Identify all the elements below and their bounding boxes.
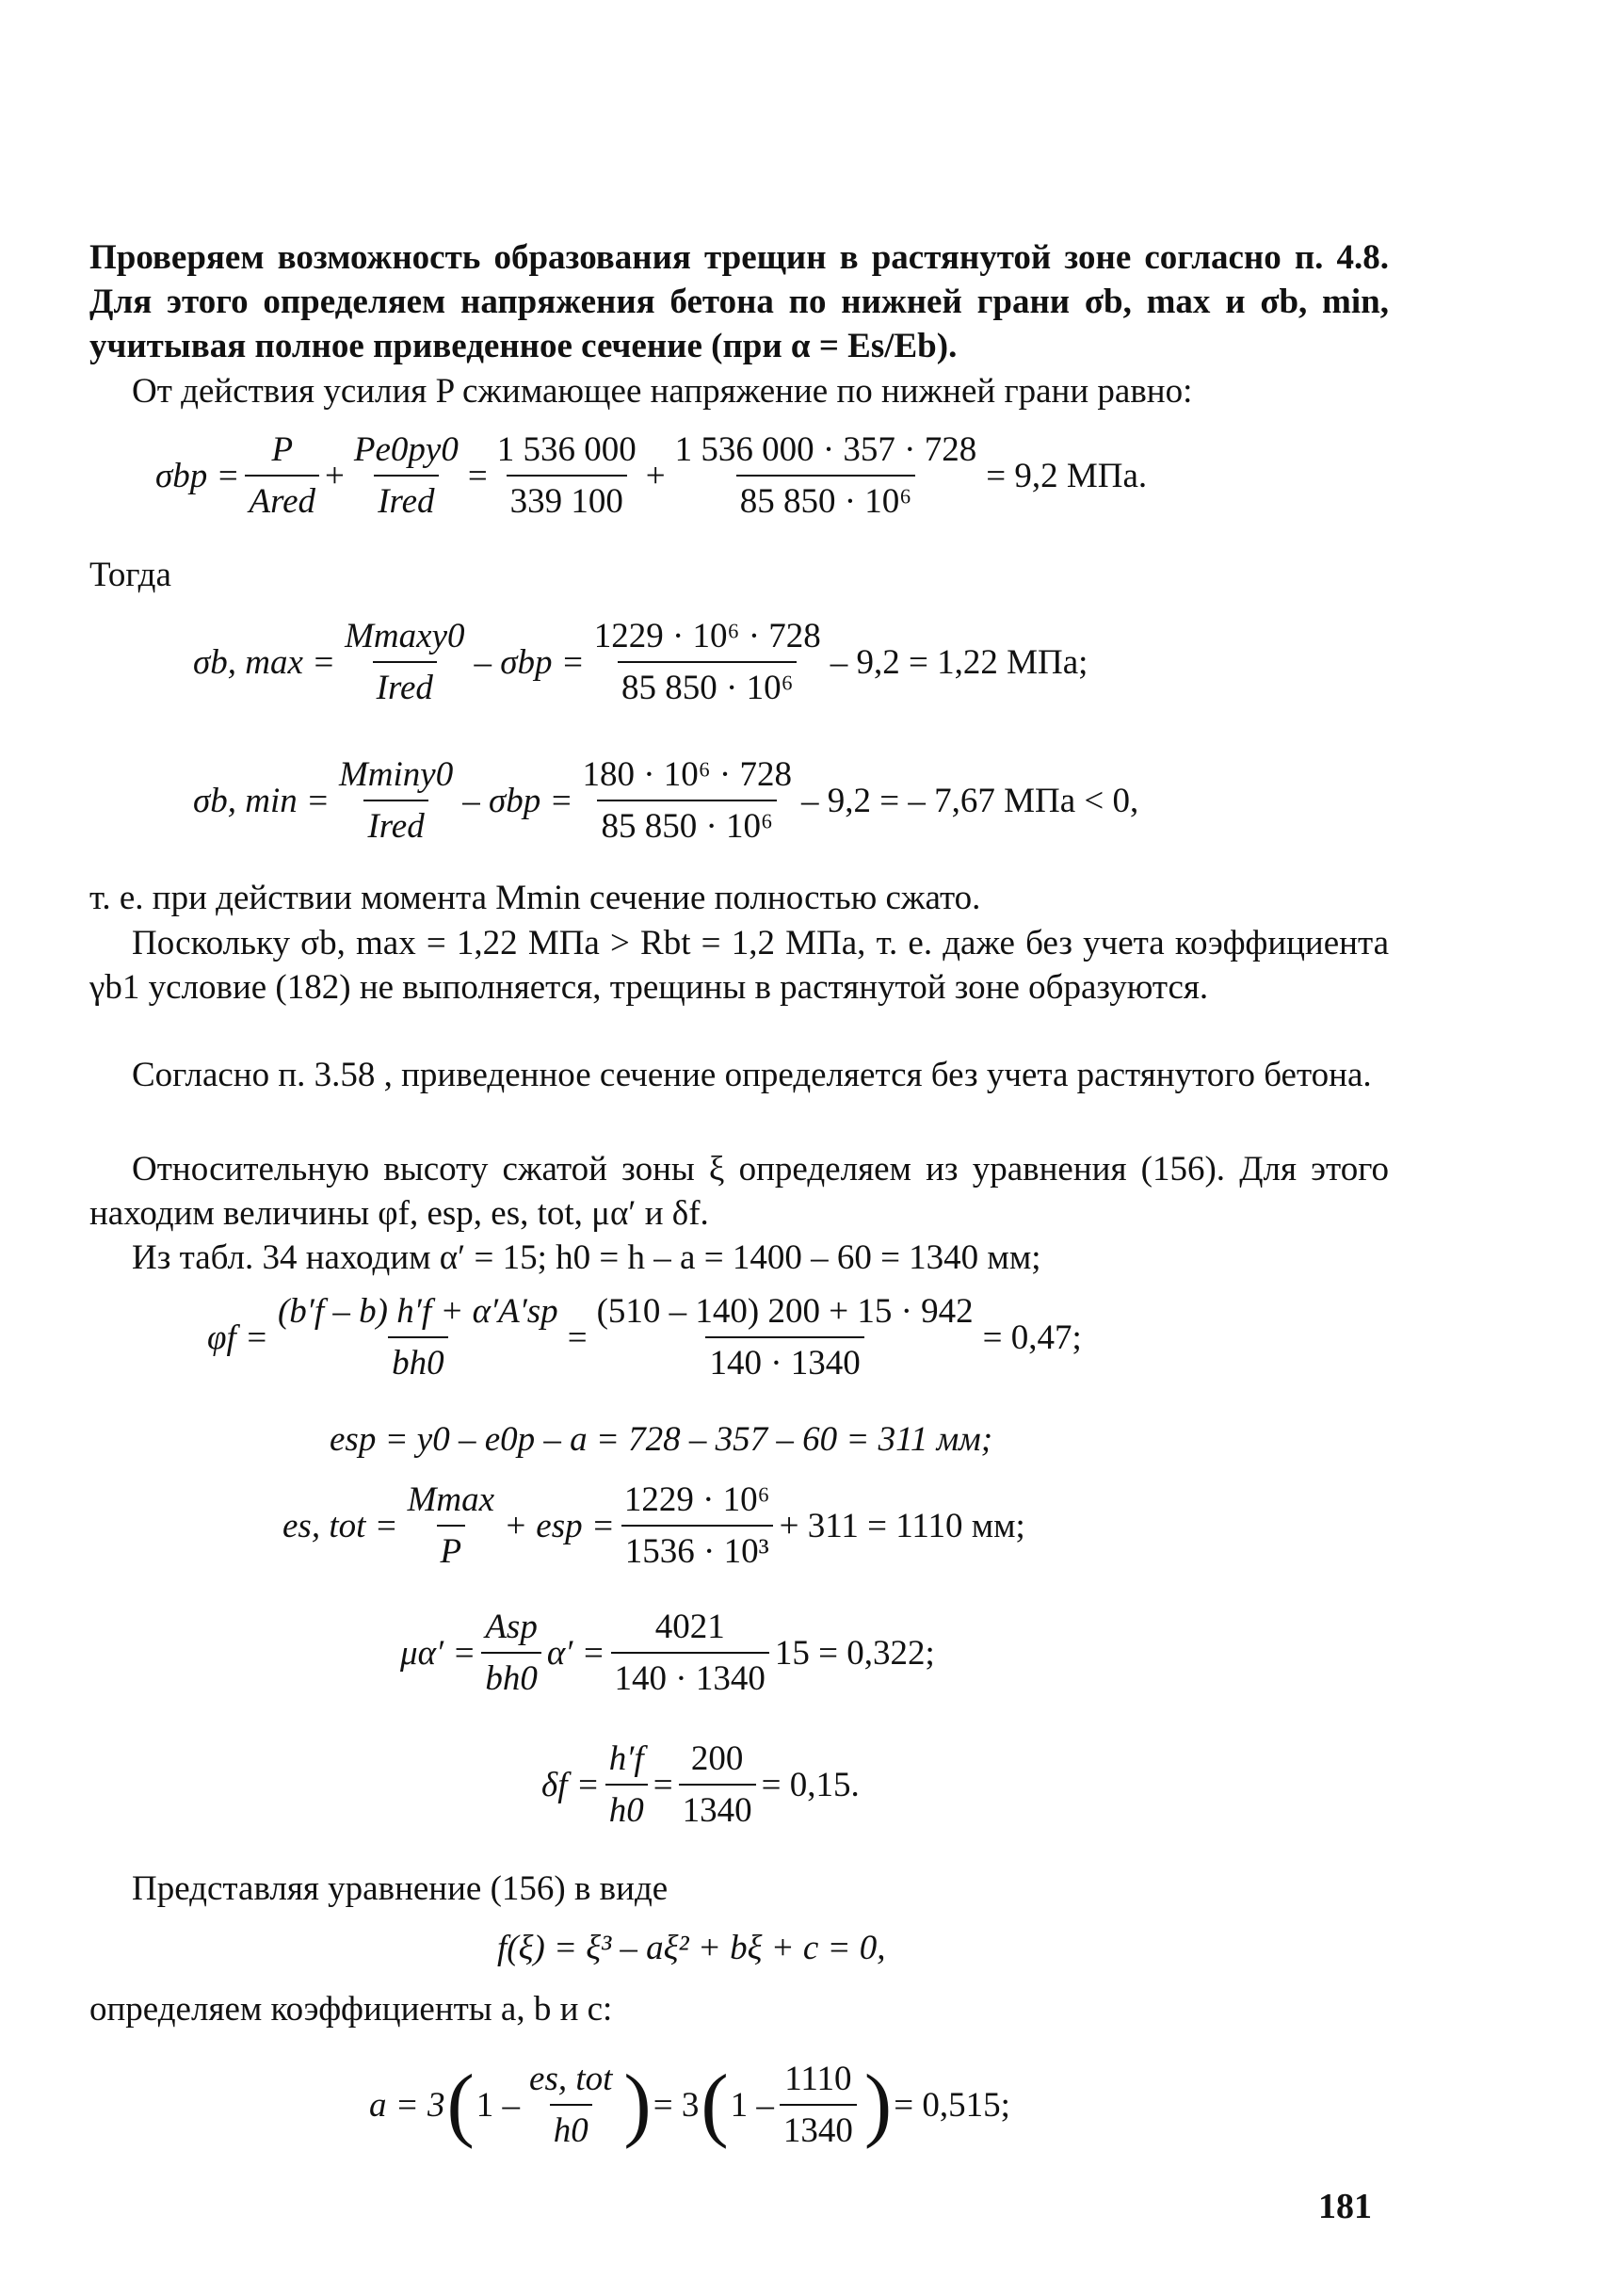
eq-result: = 9,2 МПа. xyxy=(986,456,1148,495)
fraction xyxy=(679,1737,756,1833)
equation-phi-f: φf = $\frac{(b'f - b) h'f + \alpha'A'sp}{bh0}$ = $\frac{(510 - 140) 200 + 15 \cdot 942}{140 \cdot 1340}$ = 0,47; xyxy=(207,1285,1082,1389)
eq-lhs: δf = xyxy=(541,1765,600,1804)
eq-lhs: σbp = xyxy=(155,456,240,495)
numerator: Asp xyxy=(485,1608,538,1646)
paragraph-coefficients: определяем коэффициенты a, b и c: xyxy=(89,1990,613,2029)
fraction xyxy=(335,752,457,849)
eq-lhs: μα′ = xyxy=(400,1633,476,1673)
eq-op: – σbp = xyxy=(474,642,585,682)
fraction xyxy=(245,428,319,524)
fraction xyxy=(341,614,468,710)
eq-result: = 0,515; xyxy=(894,2085,1010,2125)
eq-op: α′ = xyxy=(546,1633,605,1673)
numerator: Mmaxy0 xyxy=(345,617,465,655)
fraction xyxy=(605,1737,648,1833)
denominator: h0 xyxy=(605,1784,648,1833)
paragraph-then: Тогда xyxy=(89,556,171,594)
eq-result: – 9,2 = 1,22 МПа; xyxy=(830,642,1088,682)
eq-lhs: es, tot = xyxy=(282,1506,398,1545)
eq-result: – 9,2 = – 7,67 МПа < 0, xyxy=(800,781,1139,820)
fraction xyxy=(611,1605,769,1701)
equation-delta-f: δf = $\frac{h'f}{h0}$ = $\frac{200}{1340}$ = 0,15. xyxy=(541,1733,860,1836)
eq-op: = 3 xyxy=(653,2085,700,2125)
paragraph-reduced-section: Согласно п. 3.58 , приведенное сечение определяется без учета растянутого бетона. xyxy=(132,1056,1372,1094)
denominator: P xyxy=(437,1525,466,1574)
numerator: 1229 · 10⁶ · 728 xyxy=(593,617,821,655)
denominator: Ired xyxy=(374,475,438,524)
equation-sigma-bp: σbp = $\frac{P}{\text{Ared}}$ + $\frac{Pe0py0}{\text{Ired}}$ = $\frac{1 536 000}{339 100}$ + $\frac{1 536 000 \cdot 357 \cdot 728}{\text{85 850 · 10⁶}}$ = 9,2 МПа. xyxy=(155,424,1147,527)
numerator: 1110 xyxy=(784,2060,852,2098)
denominator: 1536 · 10³ xyxy=(621,1525,773,1574)
denominator: Ired xyxy=(373,661,437,710)
eq-result: = 0,47; xyxy=(982,1318,1082,1357)
eq-term: 1 – xyxy=(730,2085,774,2125)
fraction xyxy=(780,2057,857,2153)
eq-lhs: σb, max = xyxy=(193,642,336,682)
equation-mu-alpha xyxy=(400,1601,935,1705)
fraction xyxy=(593,1289,977,1385)
eq-lhs: φf = xyxy=(207,1318,268,1357)
numerator: 1 536 000 xyxy=(496,430,637,469)
paragraph-relative-height: Относительную высоту сжатой зоны ξ определяем из уравнения (156). Для этого находим величины φf, esp, es, tot, μα′ и δf. xyxy=(89,1150,1389,1233)
denominator: 1340 xyxy=(780,2104,857,2153)
numerator: es, tot xyxy=(529,2060,613,2098)
equation-sigma-min xyxy=(193,749,1138,852)
numerator: 1 536 000 · 357 · 728 xyxy=(674,430,977,469)
page-number: 181 xyxy=(1318,2187,1372,2226)
numerator: 180 · 10⁶ · 728 xyxy=(582,755,792,794)
eq-result: + 311 = 1110 мм; xyxy=(779,1506,1025,1545)
equation-e-stot xyxy=(282,1474,1025,1577)
fraction xyxy=(525,2057,616,2153)
denominator: Ared xyxy=(245,475,319,524)
fraction xyxy=(274,1289,562,1385)
eq-term: 1 – xyxy=(476,2085,521,2125)
denominator: h0 xyxy=(550,2104,592,2153)
paragraph-equation-form: Представляя уравнение (156) в виде xyxy=(132,1869,669,1908)
fraction xyxy=(621,1478,774,1574)
numerator: (b′f – b) h′f + α′A′sp xyxy=(277,1292,558,1331)
fraction xyxy=(578,752,796,849)
denominator: Ired xyxy=(363,800,427,849)
denominator: 140 · 1340 xyxy=(705,1336,863,1385)
denominator: 85 850 · 10⁶ xyxy=(597,800,776,849)
numerator: (510 – 140) 200 + 15 · 942 xyxy=(596,1292,974,1331)
eq-lhs: a = 3 xyxy=(369,2085,445,2125)
denominator: 1340 xyxy=(679,1784,756,1833)
numerator: 1229 · 10⁶ xyxy=(623,1480,770,1519)
numerator: Mminy0 xyxy=(338,755,454,794)
numerator: P xyxy=(271,430,294,469)
numerator: h′f xyxy=(608,1739,644,1778)
eq-result: = 0,15. xyxy=(761,1765,860,1804)
paragraph-table-34: Из табл. 34 находим α′ = 15; h0 = h – a = 1400 – 60 = 1340 мм; xyxy=(132,1238,1041,1277)
paragraph-compression-stress: От действия усилия P сжимающее напряжение по нижней грани равно: xyxy=(132,372,1193,411)
denominator: 339 100 xyxy=(507,475,627,524)
fraction xyxy=(481,1605,541,1701)
fraction xyxy=(350,428,462,524)
fraction xyxy=(671,428,981,524)
denominator: 140 · 1340 xyxy=(611,1652,769,1701)
numerator: 4021 xyxy=(654,1608,725,1646)
denominator: 85 850 · 10⁶ xyxy=(736,475,915,524)
denominator: bh0 xyxy=(388,1336,448,1385)
eq-result: 15 = 0,322; xyxy=(774,1633,935,1673)
eq-op: – σbp = xyxy=(462,781,573,820)
fraction xyxy=(404,1478,498,1574)
equation-e-sp: esp = y0 – e0p – a = 728 – 357 – 60 = 311 мм; xyxy=(330,1420,993,1459)
numerator: 200 xyxy=(690,1739,744,1778)
paragraph-fully-compressed: т. е. при действии момента Mmin сечение полностью сжато. xyxy=(89,879,981,917)
denominator: bh0 xyxy=(481,1652,541,1701)
equation-a-coefficient: a = 3 ( 1 – $\frac{\text{es, tot}}{h0}$ ) = 3 ( 1 – $\frac{1110}{1340}$ ) = 0,515; xyxy=(369,2053,1010,2157)
fraction xyxy=(590,614,825,710)
paragraph-cracks-form: Поскольку σb, max = 1,22 МПа > Rbt = 1,2 МПа, т. е. даже без учета коэффициента γb1 условие (182) не выполняется, трещины в растянутой зоне образуются. xyxy=(89,924,1389,1007)
numerator: Pe0py0 xyxy=(353,430,459,469)
paragraph-crack-check: Проверяем возможность образования трещин в растянутой зоне согласно п. 4.8. Для этого определяем напряжения бетона по нижней грани σb, max и σb, min, учитывая полное приведенное сечение (при α = Es/Eb). xyxy=(89,238,1389,365)
eq-lhs: σb, min = xyxy=(193,781,330,820)
fraction xyxy=(493,428,640,524)
equation-f-xi: f(ξ) = ξ³ – aξ² + bξ + c = 0, xyxy=(497,1929,886,1967)
equation-sigma-max xyxy=(193,610,1088,714)
denominator: 85 850 · 10⁶ xyxy=(618,661,797,710)
numerator: Mmax xyxy=(407,1480,495,1519)
eq-op: + esp = xyxy=(504,1506,615,1545)
